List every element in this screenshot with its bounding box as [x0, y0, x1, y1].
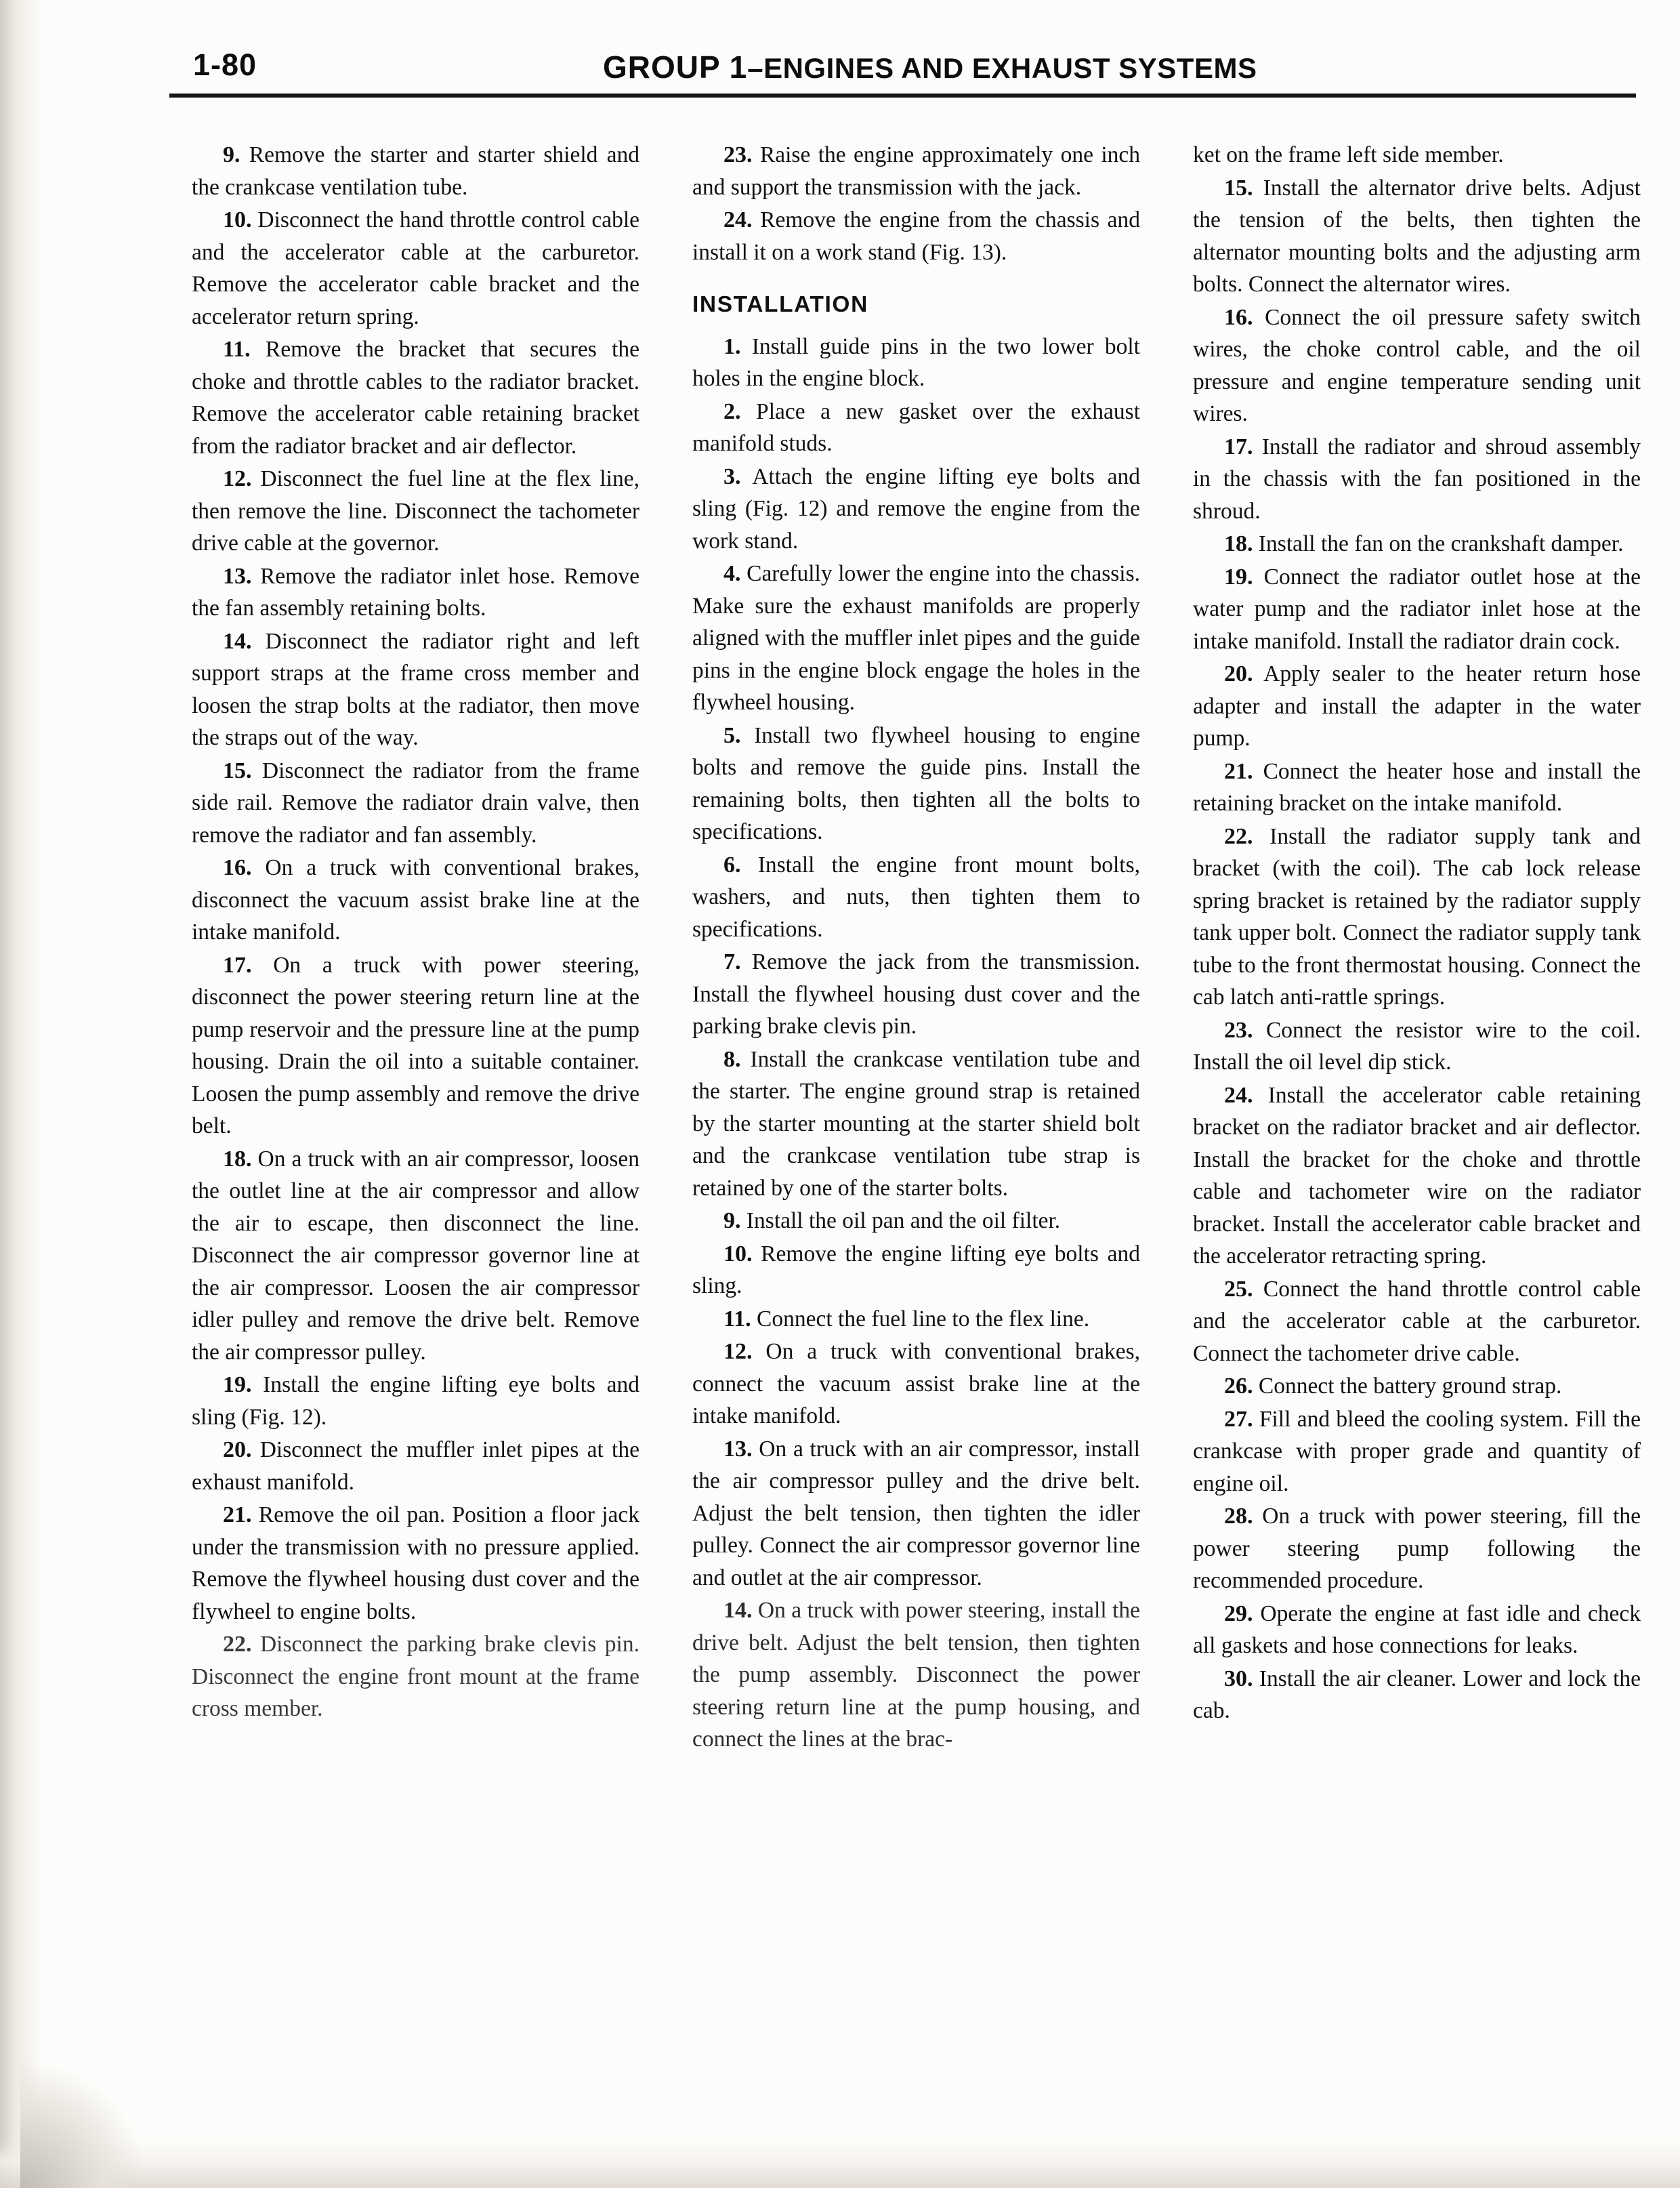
numbered-step	[192, 852, 639, 949]
numbered-step	[692, 946, 1140, 1043]
step-text: Remove the engine from the chassis and install it on a work stand (Fig. 13).	[692, 207, 1140, 265]
numbered-step	[192, 560, 639, 625]
step-text: Connect the oil pressure safety switch wires, the choke control cable, and the oil pressure and engine temperature sending unit wires.	[1193, 304, 1641, 426]
step-text: Carefully lower the engine into the chassis. Make sure the exhaust manifolds are properly aligned with the muffler inlet pipes and the guide pins in the engine block engage the holes in the flywheel housing.	[692, 561, 1140, 715]
step-text: Install the engine lifting eye bolts and sling (Fig. 12).	[192, 1372, 639, 1430]
step-number: 22.	[223, 1632, 252, 1657]
step-text: Remove the radiator inlet hose. Remove the fan assembly retaining bolts.	[192, 563, 639, 621]
numbered-step	[192, 1628, 639, 1725]
step-text: On a truck with conventional brakes, disconnect the vacuum assist brake line at the intake manifold.	[192, 855, 639, 945]
numbered-step	[692, 558, 1140, 719]
numbered-step	[1193, 431, 1641, 528]
step-number: 19.	[223, 1372, 252, 1397]
step-text: Disconnect the muffler inlet pipes at the exhaust manifold.	[192, 1437, 639, 1495]
step-text: Install the crankcase ventilation tube and the starter. The engine ground strap is retained by the starter mounting at the starter shield bolt and the crankcase ventilation tube strap is retained by one of the starter bolts.	[692, 1046, 1140, 1201]
numbered-step	[1193, 528, 1641, 560]
step-text: Remove the bracket that secures the choke and throttle cables to the radiator bracket. Remove the accelerator cable retaining bracket from the radiator bracket and air deflector.	[192, 337, 639, 459]
numbered-step	[192, 1369, 639, 1433]
numbered-step	[1193, 1273, 1641, 1370]
numbered-step	[1193, 1014, 1641, 1079]
step-number: 9.	[723, 1208, 741, 1233]
step-number: 9.	[223, 142, 240, 167]
step-number: 27.	[1224, 1406, 1253, 1432]
step-number: 25.	[1224, 1276, 1253, 1302]
step-number: 22.	[1224, 823, 1253, 849]
step-number: 10.	[223, 207, 252, 232]
numbered-step	[192, 755, 639, 852]
step-text: Install guide pins in the two lower bolt holes in the engine block.	[692, 333, 1140, 391]
step-number: 13.	[223, 563, 252, 589]
numbered-step	[692, 1433, 1140, 1594]
numbered-step	[1193, 302, 1641, 430]
numbered-step	[692, 1044, 1140, 1205]
numbered-step	[692, 461, 1140, 558]
step-text: Fill and bleed the cooling system. Fill the crankcase with proper grade and quantity of engine oil.	[1193, 1406, 1641, 1496]
step-text: Disconnect the fuel line at the flex line, then remove the line. Disconnect the tachometer drive cable at the governor.	[192, 466, 639, 556]
step-text: Install the accelerator cable retaining bracket on the radiator bracket and air deflector. Install the bracket for the choke and throttle cable and tachometer wire on the radiator bracket. Install the accelerator cable bracket and the accelerator retracting spring.	[1193, 1082, 1641, 1268]
header-subject: ENGINES AND EXHAUST SYSTEMS	[763, 52, 1257, 84]
numbered-step	[192, 139, 639, 203]
numbered-step	[1193, 1500, 1641, 1597]
step-number: 6.	[723, 852, 741, 878]
step-number: 28.	[1224, 1504, 1253, 1529]
step-text: Connect the resistor wire to the coil. Install the oil level dip stick.	[1193, 1017, 1641, 1075]
numbered-step	[692, 1238, 1140, 1302]
step-number: 30.	[1224, 1666, 1253, 1691]
step-number: 12.	[723, 1339, 753, 1364]
numbered-step	[1193, 821, 1641, 1014]
step-text: Apply sealer to the heater return hose adapter and install the adapter in the water pump.	[1193, 661, 1641, 751]
step-number: 15.	[223, 758, 252, 783]
step-number: 24.	[1224, 1082, 1253, 1108]
step-number: 24.	[723, 207, 753, 232]
column-right	[1193, 139, 1641, 1756]
step-number: 15.	[1224, 175, 1253, 201]
section-heading-installation: INSTALLATION	[692, 292, 868, 317]
step-text: Disconnect the radiator right and left support straps at the frame cross member and loosen the strap bolts at the radiator, then move the straps out of the way.	[192, 628, 639, 750]
numbered-step	[1193, 1079, 1641, 1273]
step-text: Raise the engine approximately one inch and support the transmission with the jack.	[692, 142, 1140, 200]
numbered-step	[1193, 172, 1641, 301]
step-number: 4.	[723, 561, 741, 586]
numbered-step	[1193, 1663, 1641, 1727]
header-divider	[169, 94, 1636, 98]
numbered-step	[692, 331, 1140, 395]
page-title	[603, 49, 1257, 85]
step-number: 29.	[1224, 1601, 1253, 1626]
step-number: 23.	[723, 142, 753, 167]
numbered-step	[1193, 1370, 1641, 1403]
numbered-step	[192, 333, 639, 462]
step-number: 12.	[223, 466, 252, 491]
numbered-step	[1193, 561, 1641, 658]
column-left	[192, 139, 639, 1756]
step-number: 19.	[1224, 564, 1253, 590]
scan-corner-shadow	[20, 2052, 142, 2188]
numbered-step	[1193, 658, 1641, 755]
column-middle	[692, 139, 1140, 1756]
header-dash: –	[747, 52, 764, 84]
step-text: Install the air cleaner. Lower and lock the cab.	[1193, 1666, 1641, 1723]
step-number: 18.	[1224, 531, 1253, 556]
page-header	[169, 42, 1636, 96]
step-number: 7.	[723, 949, 741, 974]
continued-text: ket on the frame left side member.	[1193, 142, 1504, 167]
step-text: Connect the fuel line to the flex line.	[751, 1306, 1090, 1332]
step-text: Install the oil pan and the oil filter.	[740, 1208, 1061, 1233]
step-text: Remove the jack from the transmission. Install the flywheel housing dust cover and the parking brake clevis pin.	[692, 949, 1140, 1039]
step-text: Attach the engine lifting eye bolts and sling (Fig. 12) and remove the engine from the work stand.	[692, 463, 1140, 554]
numbered-step	[692, 849, 1140, 946]
numbered-step	[692, 1205, 1140, 1237]
step-number: 26.	[1224, 1374, 1253, 1399]
step-number: 14.	[723, 1598, 753, 1623]
step-text: Install the radiator and shroud assembly in the chassis with the fan positioned in the shroud.	[1193, 434, 1641, 524]
body-columns	[192, 139, 1641, 1756]
step-number: 5.	[723, 722, 741, 748]
step-text: Connect the hand throttle control cable and the accelerator cable at the carburetor. Connect the tachometer drive cable.	[1193, 1276, 1641, 1366]
numbered-step	[1193, 1598, 1641, 1662]
step-text: Install the alternator drive belts. Adjust the tension of the belts, then tighten the alternator mounting bolts and the adjusting arm bolts. Connect the alternator wires.	[1193, 175, 1641, 297]
numbered-step	[192, 1143, 639, 1369]
step-text: Install two flywheel housing to engine bolts and remove the guide pins. Install the remaining bolts, then tighten all the bolts to specifications.	[692, 722, 1140, 844]
step-number: 13.	[723, 1436, 753, 1462]
step-number: 14.	[223, 628, 252, 654]
step-text: Install the engine front mount bolts, washers, and nuts, then tighten them to specifications.	[692, 852, 1140, 942]
step-number: 11.	[723, 1306, 751, 1332]
numbered-step	[192, 1434, 639, 1498]
numbered-step	[692, 1303, 1140, 1336]
step-text: Connect the heater hose and install the retaining bracket on the intake manifold.	[1193, 758, 1641, 816]
page-number: 1-80	[193, 47, 257, 82]
step-number: 21.	[1224, 758, 1253, 784]
step-text: Install the radiator supply tank and bracket (with the coil). The cab lock release spring bracket is retained by the radiator supply tank upper bolt. Connect the radiator supply tank tube to the front thermostat housing. Connect the cab latch anti-rattle springs.	[1193, 823, 1641, 1010]
step-number: 20.	[1224, 661, 1253, 686]
numbered-step	[692, 720, 1140, 848]
step-text: On a truck with an air compressor, loosen the outlet line at the air compressor and allow the air to escape, then disconnect the line. Disconnect the air compressor governor line at the air compressor. Loosen the air compressor idler pulley and remove the drive belt. Remove the air compressor pulley.	[192, 1146, 639, 1365]
step-number: 16.	[223, 855, 252, 880]
numbered-step	[192, 625, 639, 754]
step-text: Place a new gasket over the exhaust manifold studs.	[692, 398, 1140, 456]
step-number: 17.	[223, 952, 252, 978]
step-number: 17.	[1224, 434, 1253, 459]
step-text: Disconnect the hand throttle control cable and the accelerator cable at the carburetor. Remove the accelerator cable bracket and the accelerator return spring.	[192, 207, 639, 329]
step-text: Operate the engine at fast idle and check all gaskets and hose connections for leaks.	[1193, 1601, 1641, 1658]
step-number: 20.	[223, 1437, 252, 1462]
step-number: 3.	[723, 463, 741, 489]
step-number: 2.	[723, 398, 741, 424]
numbered-step	[692, 396, 1140, 460]
step-text: Disconnect the radiator from the frame side rail. Remove the radiator drain valve, then remove the radiator and fan assembly.	[192, 758, 639, 848]
step-number: 21.	[223, 1502, 252, 1527]
step-text: Remove the oil pan. Position a floor jack under the transmission with no pressure applied. Remove the flywheel housing dust cover and the flywheel to engine bolts.	[192, 1502, 639, 1624]
numbered-step	[1193, 756, 1641, 820]
step-text: Connect the radiator outlet hose at the water pump and the radiator inlet hose at the intake manifold. Install the radiator drain cock.	[1193, 564, 1641, 654]
step-number: 23.	[1224, 1017, 1253, 1043]
step-text: Disconnect the parking brake clevis pin. Disconnect the engine front mount at the frame cross member.	[192, 1632, 639, 1721]
numbered-step	[192, 949, 639, 1142]
step-text: On a truck with power steering, install the drive belt. Adjust the belt tension, then tighten the pump assembly. Disconnect the power steering return line at the pump housing, and connect the lines at the brac-	[692, 1598, 1140, 1752]
scan-edge-shadow-bottom	[0, 2141, 1680, 2188]
step-number: 8.	[723, 1046, 741, 1072]
numbered-step	[1193, 1403, 1641, 1500]
step-text: On a truck with power steering, disconnect the power steering return line at the pump reservoir and the pressure line at the pump housing. Drain the oil into a suitable container. Loosen the pump assembly and remove the drive belt.	[192, 952, 639, 1138]
step-text: Install the fan on the crankshaft damper.	[1253, 531, 1624, 556]
step-text: Remove the starter and starter shield and the crankcase ventilation tube.	[192, 142, 639, 200]
scan-edge-shadow-left	[0, 0, 41, 2188]
step-text: On a truck with an air compressor, install the air compressor pulley and the drive belt. Adjust the belt tension, then tighten the idler pulley. Connect the air compressor governor line and outlet at the air compressor.	[692, 1436, 1140, 1590]
step-number: 11.	[223, 337, 251, 362]
numbered-step	[692, 1336, 1140, 1432]
numbered-step	[192, 463, 639, 560]
numbered-step	[692, 204, 1140, 268]
step-number: 10.	[723, 1241, 753, 1266]
step-text: Remove the engine lifting eye bolts and sling.	[692, 1241, 1140, 1298]
numbered-step	[192, 204, 639, 333]
step-text: On a truck with power steering, fill the power steering pump following the recommended procedure.	[1193, 1504, 1641, 1593]
header-group-label: GROUP 1	[603, 49, 748, 85]
step-number: 16.	[1224, 304, 1253, 330]
numbered-step	[192, 1499, 639, 1628]
step-number: 1.	[723, 333, 741, 359]
step-text: On a truck with conventional brakes, connect the vacuum assist brake line at the intake manifold.	[692, 1339, 1140, 1428]
step-text: Connect the battery ground strap.	[1253, 1374, 1562, 1399]
numbered-step	[692, 1594, 1140, 1756]
step-number: 18.	[223, 1146, 252, 1172]
numbered-step	[692, 139, 1140, 203]
